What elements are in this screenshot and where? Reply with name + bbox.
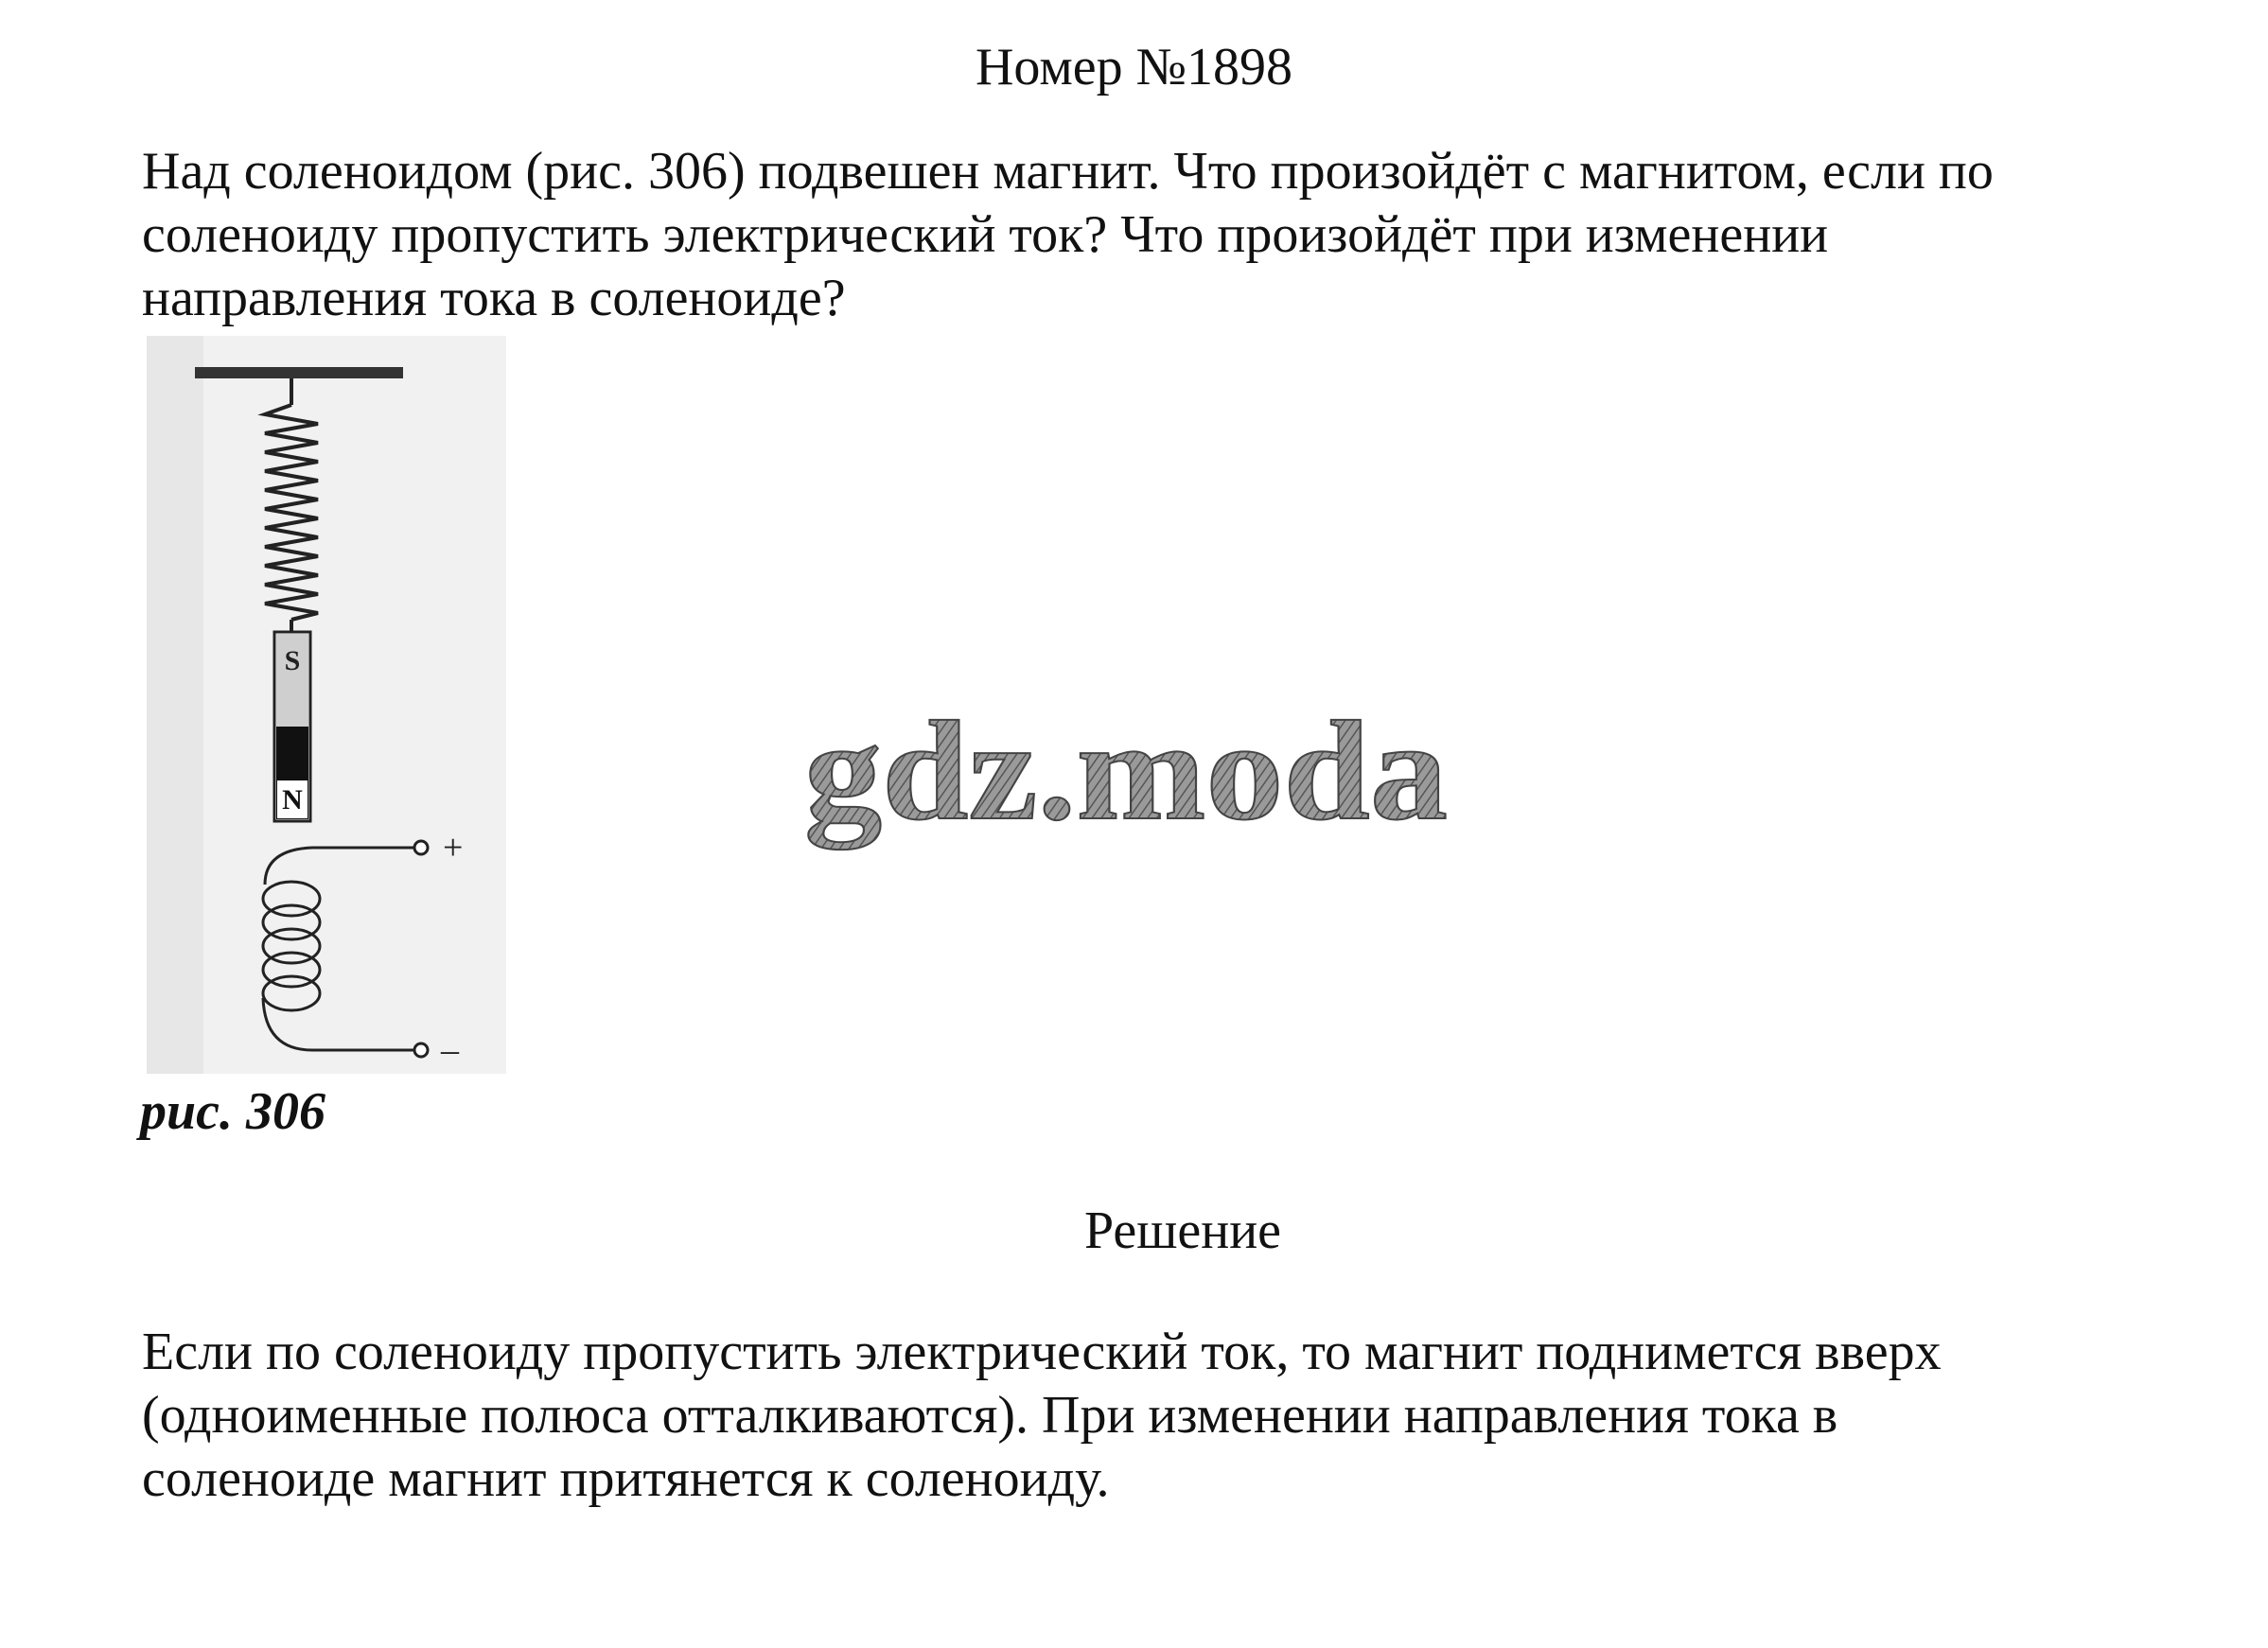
solution-line: (одноименные полюса отталкиваются). При изменении направления тока в [142, 1386, 1838, 1445]
pole-n-label: N [282, 784, 303, 815]
solution-line: Если по соленоиду пропустить электрический ток, то магнит поднимется вверх [142, 1323, 1942, 1381]
minus-terminal-icon [414, 1043, 428, 1057]
problem-statement [142, 140, 2176, 330]
solution-text [142, 1321, 2176, 1511]
solenoid-magnet-figure [142, 331, 511, 1078]
solution-heading: Решение [1083, 1201, 1282, 1260]
problem-line: направления тока в соленоиде? [142, 269, 846, 327]
figure-caption: рис. 306 [140, 1082, 325, 1141]
ceiling-bar [195, 367, 403, 378]
solution-line: соленоиде магнит притянется к соленоиду. [142, 1449, 1110, 1508]
problem-line: соленоиду пропустить электрический ток? Что произойдёт при изменении [142, 205, 1829, 264]
pole-s-label: S [284, 645, 301, 676]
watermark-logo [804, 700, 1467, 889]
plus-terminal-label: + [443, 828, 464, 868]
watermark-text: gdz.moda [804, 700, 1448, 850]
problem-line: Над соленоидом (рис. 306) подвешен магнит. Что произойдёт с магнитом, если по [142, 142, 1994, 201]
plus-terminal-icon [414, 841, 428, 854]
minus-terminal-label: – [441, 1030, 459, 1070]
page-title: Номер №1898 [975, 38, 1293, 96]
